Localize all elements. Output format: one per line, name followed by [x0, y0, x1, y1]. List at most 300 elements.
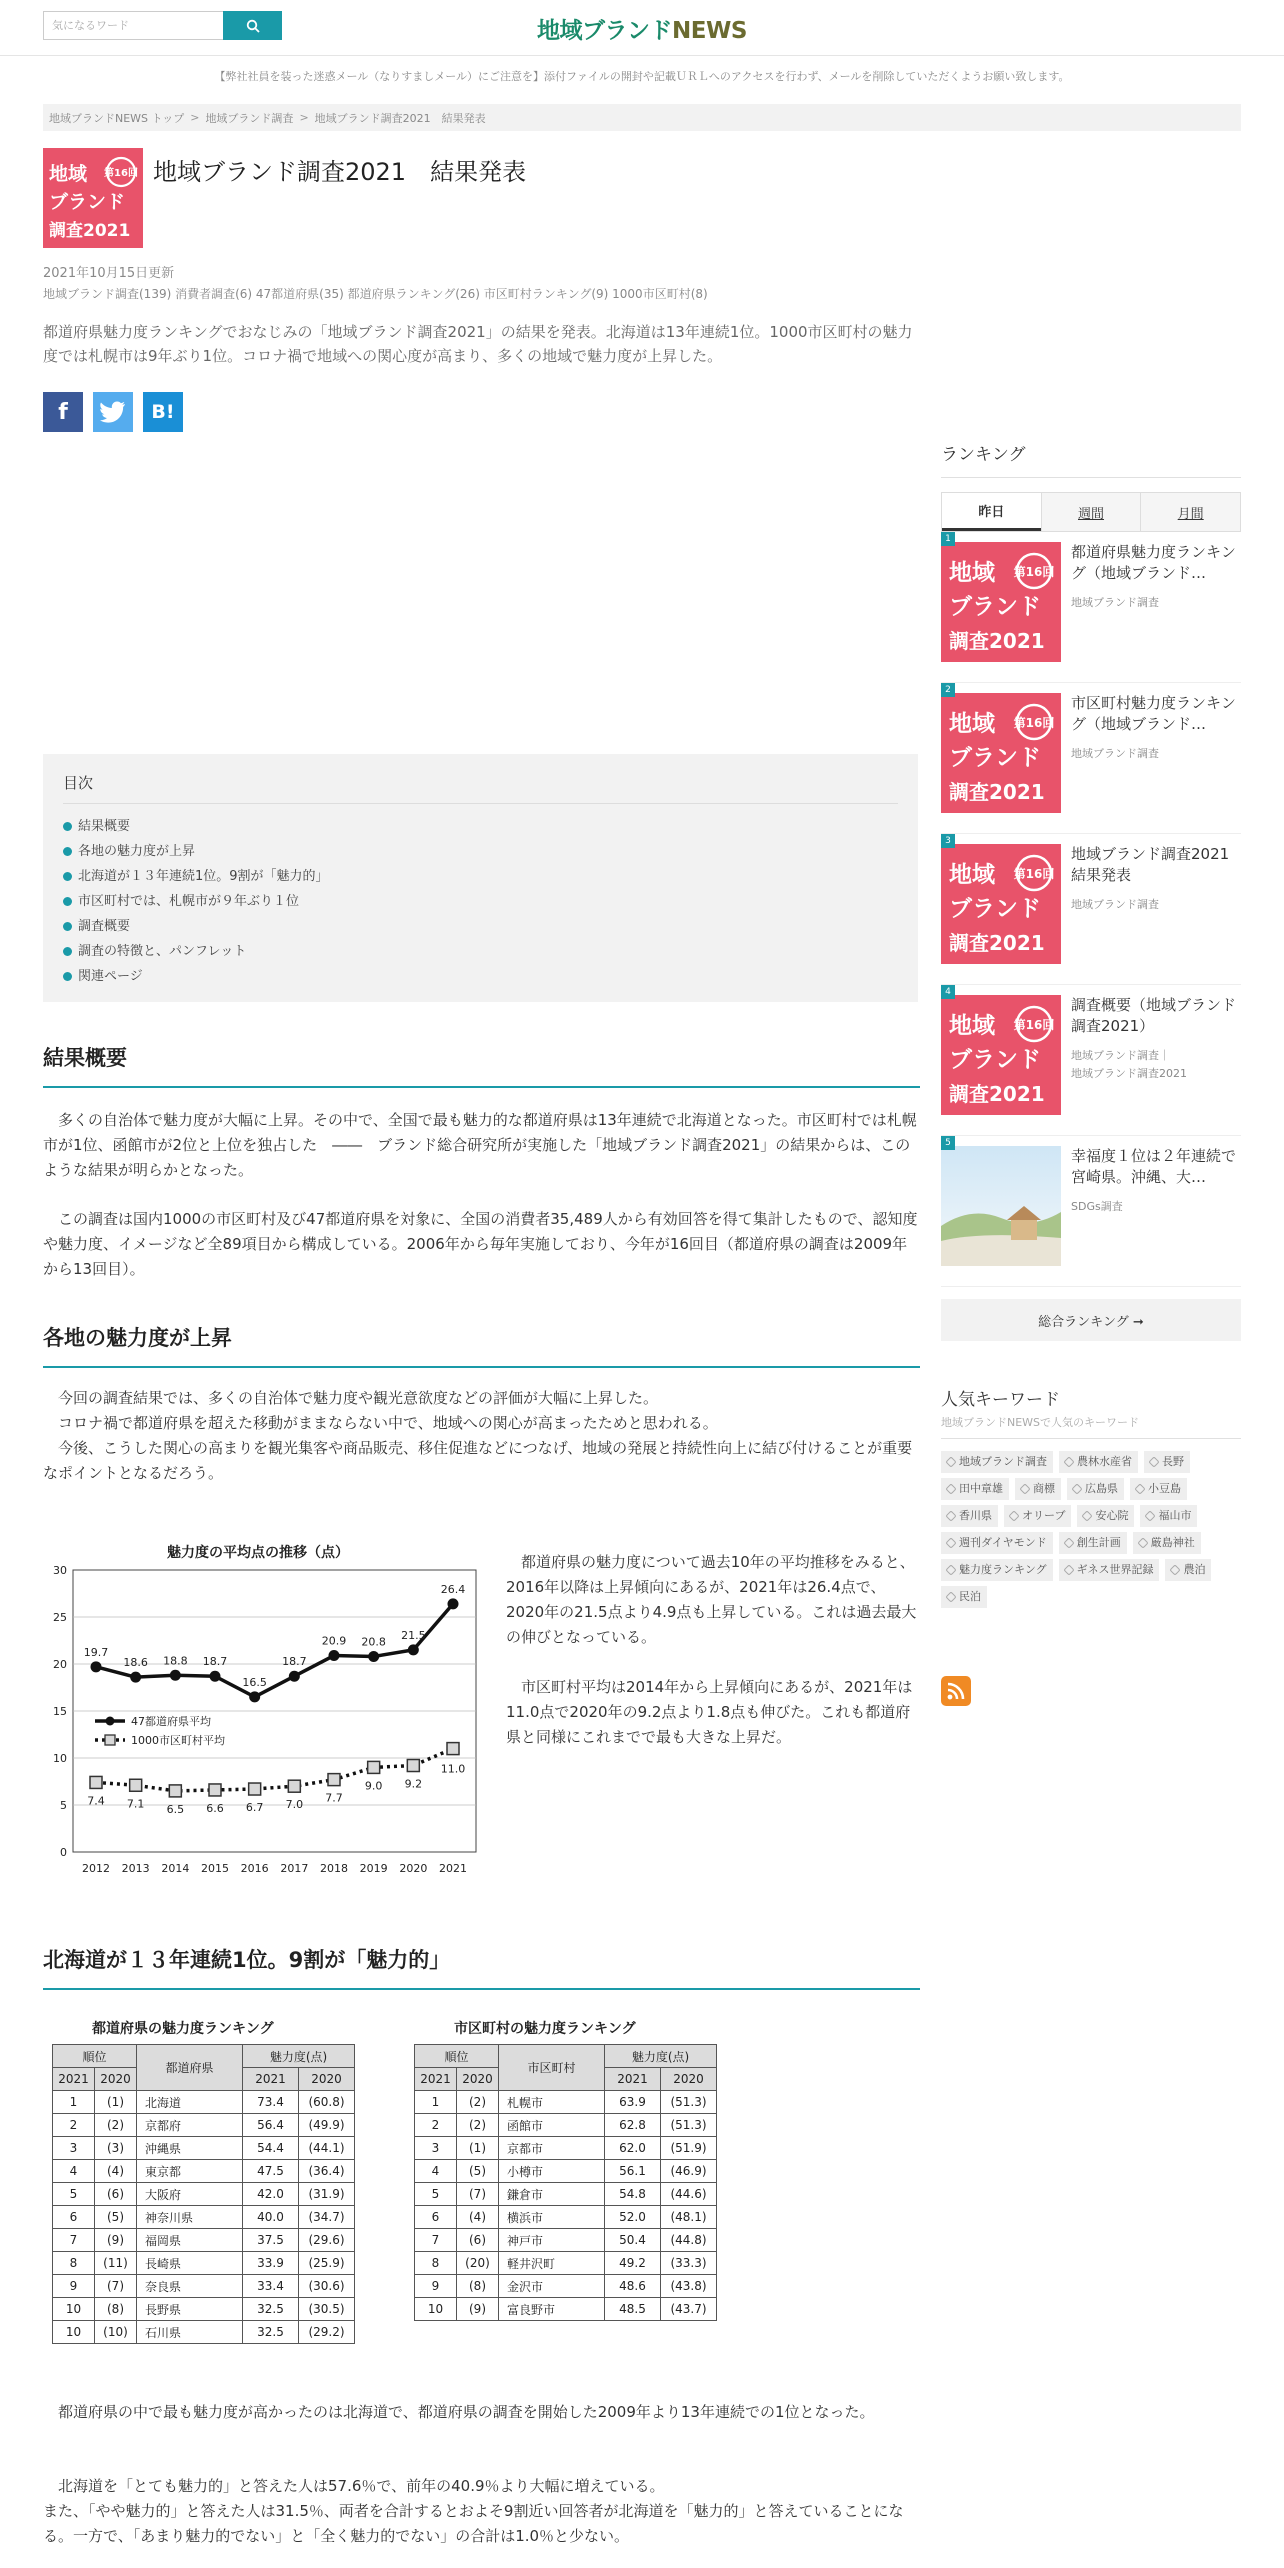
cell-score-2020: (43.7)	[661, 2298, 717, 2321]
phishing-notice: 【弊社社員を装った迷惑メール（なりすましメール）にご注意を】添付ファイルの開封や記載ＵＲＬへのアクセスを行わず、メールを削除していただくようお願い致します。	[214, 70, 1070, 83]
data-label-municipalities: 7.1	[126, 1797, 145, 1811]
bullet-icon	[63, 972, 72, 981]
data-label-municipalities: 6.7	[245, 1801, 264, 1815]
ranking-item-category[interactable]: 地域ブランド調査	[1071, 898, 1159, 911]
cell-score-2020: (44.8)	[661, 2229, 717, 2252]
tab-weekly[interactable]: 週間	[1041, 493, 1141, 531]
ranking-number: 1	[941, 532, 955, 546]
logo-main: 地域ブランド	[537, 18, 673, 44]
toc-item-label: 市区町村では、札幌市が９年ぶり１位	[78, 894, 300, 909]
x-tick-label: 2015	[201, 1862, 229, 1875]
cell-rank-2021: 8	[53, 2252, 95, 2275]
keyword-tag[interactable]	[1140, 1505, 1197, 1527]
keyword-label: 商標	[1033, 1482, 1055, 1495]
ranking-number: 2	[941, 683, 955, 697]
site-header	[0, 0, 1284, 56]
tag-icon	[1134, 1483, 1145, 1494]
header-score: 魅力度(点)	[605, 2045, 717, 2068]
ranking-item[interactable]	[941, 683, 1241, 834]
bullet-icon	[63, 822, 72, 831]
tag-icon	[945, 1537, 956, 1548]
ranking-thumbnail-photo	[941, 1146, 1061, 1266]
y-tick-label: 20	[53, 1658, 67, 1671]
ranking-item-info	[1071, 542, 1241, 672]
thumb-round: 第16回	[1013, 1018, 1055, 1032]
keyword-label: オリーブ	[1022, 1509, 1066, 1522]
toc-item-label: 調査の特徴と、パンフレット	[78, 944, 247, 959]
cell-rank-2020: (5)	[95, 2206, 137, 2229]
cell-rank-2021: 1	[415, 2091, 457, 2114]
cell-name: 長野県	[137, 2298, 243, 2321]
thumb-round: 第16回	[1013, 565, 1055, 579]
header-score-2020: 2020	[299, 2068, 355, 2091]
tag-icon	[1063, 1456, 1074, 1467]
header-rank: 順位	[415, 2045, 499, 2068]
x-tick-label: 2013	[121, 1862, 150, 1875]
data-point-prefectures	[210, 1671, 221, 1682]
ranking-item-info	[1071, 693, 1241, 823]
header-score-2020: 2020	[661, 2068, 717, 2091]
tag-icon	[1137, 1537, 1148, 1548]
table-row	[415, 2206, 717, 2229]
article-tags[interactable]: 地域ブランド調査(139) 消費者調査(6) 47都道府県(35) 都道府県ランキング(26) 市区町村ランキング(9) 1000市区町村(8)	[43, 287, 708, 301]
data-label-prefectures: 16.5	[242, 1675, 267, 1689]
thumb-line1: 地域	[949, 711, 995, 737]
ranking-item-title[interactable]: 地域ブランド調査2021 結果発表	[1071, 845, 1245, 884]
tag-icon	[945, 1510, 956, 1521]
keyword-tag[interactable]	[1015, 1478, 1061, 1500]
cell-rank-2020: (7)	[457, 2183, 499, 2206]
keyword-tag[interactable]	[941, 1586, 987, 1608]
legend-marker-prefectures	[106, 1717, 115, 1726]
thumb-line3: 調査2021	[949, 1082, 1045, 1106]
header-score-2021: 2021	[243, 2068, 299, 2091]
section-title-attractiveness: 各地の魅力度が上昇	[43, 1322, 920, 1368]
tag-icon	[1063, 1564, 1074, 1575]
cell-rank-2021: 9	[415, 2275, 457, 2298]
table-row	[53, 2160, 355, 2183]
table-row	[53, 2091, 355, 2114]
keyword-label: 週刊ダイヤモンド	[959, 1536, 1047, 1549]
breadcrumb-category[interactable]: 地域ブランド調査	[205, 111, 294, 125]
city-table-title: 市区町村の魅力度ランキング	[454, 2021, 636, 2037]
cell-rank-2021: 5	[53, 2183, 95, 2206]
header-score: 魅力度(点)	[243, 2045, 355, 2068]
x-tick-label: 2019	[359, 1862, 388, 1875]
cell-score-2021: 40.0	[243, 2206, 299, 2229]
cell-score-2021: 32.5	[243, 2298, 299, 2321]
sidebar	[941, 440, 1245, 1706]
table-row	[53, 2275, 355, 2298]
table-row	[415, 2137, 717, 2160]
toc-item-label: 各地の魅力度が上昇	[78, 844, 196, 859]
cell-name: 富良野市	[499, 2298, 605, 2321]
data-label-municipalities: 6.5	[166, 1802, 185, 1816]
cell-score-2020: (29.2)	[299, 2321, 355, 2344]
toc-list	[63, 814, 898, 989]
toc-item[interactable]	[63, 914, 898, 939]
data-point-prefectures	[249, 1691, 260, 1702]
cell-rank-2020: (2)	[457, 2114, 499, 2137]
ranking-item-title[interactable]: 幸福度１位は２年連続で宮崎県。沖縄、大…	[1071, 1147, 1237, 1186]
data-point-prefectures	[368, 1651, 379, 1662]
data-label-prefectures: 18.7	[202, 1655, 228, 1669]
rss-button[interactable]	[941, 1676, 971, 1706]
cell-name: 横浜市	[499, 2206, 605, 2229]
thumb-line2: ブランド	[949, 1047, 1041, 1073]
cell-score-2020: (43.8)	[661, 2275, 717, 2298]
table-row	[53, 2114, 355, 2137]
cell-score-2020: (34.7)	[299, 2206, 355, 2229]
x-tick-label: 2018	[320, 1862, 348, 1875]
table-row	[415, 2114, 717, 2137]
x-tick-label: 2021	[439, 1862, 467, 1875]
keyword-tag[interactable]	[1144, 1451, 1190, 1473]
logo-news: NEWS	[672, 18, 747, 44]
tag-icon	[1063, 1537, 1074, 1548]
data-point-municipalities	[130, 1779, 142, 1791]
cell-score-2021: 33.9	[243, 2252, 299, 2275]
keyword-tag[interactable]	[1004, 1505, 1071, 1527]
summary-paragraph-1: 多くの自治体で魅力度が大幅に上昇。その中で、全国で最も魅力的な都道府県は13年連続で北海道となった。市区町村では札幌市が1位、函館市が2位と上位を独占した ―― ブランド総合研究所が実施した「地域ブランド調査2021」の結果からは、このような結果が明らかとなった。	[43, 1111, 917, 1179]
toc-item-label: 調査概要	[78, 919, 131, 934]
cell-rank-2021: 10	[415, 2298, 457, 2321]
section-title-summary: 結果概要	[43, 1042, 920, 1088]
cell-rank-2021: 4	[415, 2160, 457, 2183]
ranking-item-category[interactable]: 地域ブランド調査｜ 地域ブランド調査2021	[1071, 1049, 1187, 1080]
prefecture-table-title: 都道府県の魅力度ランキング	[92, 2021, 274, 2037]
toc-item-label: 結果概要	[78, 819, 131, 834]
y-tick-label: 25	[53, 1611, 67, 1624]
keyword-tag[interactable]	[941, 1478, 1009, 1500]
data-label-prefectures: 18.8	[163, 1654, 188, 1668]
tag-icon	[1071, 1483, 1082, 1494]
keyword-label: 地域ブランド調査	[959, 1455, 1047, 1468]
toc-item[interactable]	[63, 839, 898, 864]
data-label-municipalities: 7.4	[87, 1794, 105, 1808]
tag-icon	[1145, 1510, 1156, 1521]
city-ranking-table	[414, 2018, 717, 2321]
summary-paragraph-2: この調査は国内1000の市区町村及び47都道府県を対象に、全国の消費者35,489人から有効回答を得て集計したもので、認知度や魅力度、イメージなど全89項目から構成している。2006年から毎年実施しており、今年が16回目（都道府県の調査は2009年から13回目）。	[43, 1210, 918, 1278]
cell-score-2020: (48.1)	[661, 2206, 717, 2229]
cell-name: 奈良県	[137, 2275, 243, 2298]
keywords-title: 人気キーワード	[941, 1390, 1060, 1410]
overall-ranking-link[interactable]: 総合ランキング ➞	[941, 1299, 1241, 1341]
cell-rank-2020: (4)	[95, 2160, 137, 2183]
article-lead: 都道府県魅力度ランキングでおなじみの「地域ブランド調査2021」の結果を発表。北海道は13年連続1位。1000市区町村の魅力度では札幌市は9年ぶり1位。コロナ禍で地域への関心度が高まり、多くの地域で魅力度が上昇した。	[43, 323, 913, 365]
facebook-share-button[interactable]	[43, 392, 83, 432]
thumb-round: 第16回	[1013, 716, 1055, 730]
cell-rank-2021: 3	[53, 2137, 95, 2160]
ranking-item-category[interactable]: SDGs調査	[1071, 1200, 1123, 1213]
badge-line1: 地域	[49, 163, 88, 185]
data-point-municipalities	[328, 1774, 340, 1786]
thumb-line3: 調査2021	[949, 629, 1045, 653]
data-label-prefectures: 21.5	[401, 1628, 426, 1642]
tag-icon	[945, 1591, 956, 1602]
data-label-municipalities: 7.7	[325, 1791, 343, 1805]
twitter-share-button[interactable]	[93, 392, 133, 432]
cell-score-2021: 56.4	[243, 2114, 299, 2137]
cell-rank-2020: (11)	[95, 2252, 137, 2275]
breadcrumb-separator: >	[190, 111, 200, 124]
legend-label-municipalities: 1000市区町村平均	[131, 1734, 225, 1747]
cell-name: 沖縄県	[137, 2137, 243, 2160]
ranking-tabs	[941, 492, 1241, 532]
cell-name: 東京都	[137, 2160, 243, 2183]
table-row	[415, 2091, 717, 2114]
cell-score-2021: 52.0	[605, 2206, 661, 2229]
cell-rank-2020: (9)	[457, 2298, 499, 2321]
hatena-bookmark-button[interactable]	[143, 392, 183, 432]
tab-monthly[interactable]: 月間	[1140, 493, 1240, 531]
ranking-item-title[interactable]: 市区町村魅力度ランキング（地域ブランド…	[1071, 694, 1236, 733]
data-label-prefectures: 20.8	[361, 1635, 386, 1649]
ranking-item[interactable]	[941, 985, 1241, 1136]
cell-score-2020: (31.9)	[299, 2183, 355, 2206]
cell-name: 金沢市	[499, 2275, 605, 2298]
keyword-tag[interactable]	[1130, 1478, 1187, 1500]
cell-score-2020: (36.4)	[299, 2160, 355, 2183]
header-name: 都道府県	[137, 2045, 243, 2091]
data-label-prefectures: 19.7	[83, 1645, 109, 1659]
cell-rank-2020: (6)	[457, 2229, 499, 2252]
toc-item[interactable]	[63, 864, 898, 889]
keyword-list	[941, 1451, 1241, 1608]
keyword-label: 広島県	[1085, 1482, 1118, 1495]
cell-rank-2020: (9)	[95, 2229, 137, 2252]
bullet-icon	[63, 847, 72, 856]
cell-name: 札幌市	[499, 2091, 605, 2114]
ranking-item-category[interactable]: 地域ブランド調査	[1071, 747, 1159, 760]
ranking-item-title[interactable]: 調査概要（地域ブランド調査2021）	[1071, 996, 1237, 1035]
x-tick-label: 2017	[280, 1862, 309, 1875]
cell-score-2020: (33.3)	[661, 2252, 717, 2275]
toc-item-label: 関連ページ	[78, 969, 143, 984]
cell-score-2021: 73.4	[243, 2091, 299, 2114]
cell-score-2021: 62.8	[605, 2114, 661, 2137]
header-rank: 順位	[53, 2045, 137, 2068]
cell-score-2021: 63.9	[605, 2091, 661, 2114]
keyword-tag[interactable]	[1165, 1559, 1211, 1581]
cell-score-2020: (60.8)	[299, 2091, 355, 2114]
cell-name: 京都市	[499, 2137, 605, 2160]
keyword-tag[interactable]	[941, 1532, 1053, 1554]
data-point-prefectures	[408, 1644, 419, 1655]
toc-item[interactable]	[63, 964, 898, 989]
table-row	[415, 2229, 717, 2252]
cell-rank-2021: 3	[415, 2137, 457, 2160]
table-row	[53, 2229, 355, 2252]
keyword-label: 福山市	[1158, 1509, 1192, 1522]
ranking-thumbnail	[941, 693, 1061, 813]
cell-rank-2021: 7	[415, 2229, 457, 2252]
keyword-tag[interactable]	[941, 1451, 1053, 1473]
keyword-label: ギネス世界記録	[1076, 1563, 1154, 1576]
table-row	[53, 2298, 355, 2321]
toc-item-label: 北海道が１３年連続1位。9割が「魅力的」	[78, 869, 329, 884]
ranking-item-title[interactable]: 都道府県魅力度ランキング（地域ブランド…	[1071, 543, 1236, 582]
ranking-item-category[interactable]: 地域ブランド調査	[1071, 596, 1159, 609]
prefecture-ranking-table	[52, 2018, 355, 2344]
cell-score-2020: (51.9)	[661, 2137, 717, 2160]
badge-round: 第16回	[104, 168, 138, 179]
cell-rank-2021: 10	[53, 2298, 95, 2321]
hatena-icon: B!	[151, 401, 175, 423]
y-tick-label: 15	[53, 1705, 67, 1718]
twitter-icon	[100, 401, 126, 423]
ranking-number: 4	[941, 985, 955, 999]
cell-rank-2021: 5	[415, 2183, 457, 2206]
cell-rank-2020: (3)	[95, 2137, 137, 2160]
data-label-municipalities: 9.0	[364, 1779, 383, 1793]
tag-icon	[1082, 1510, 1093, 1521]
cell-rank-2020: (2)	[457, 2091, 499, 2114]
share-buttons	[43, 392, 918, 432]
cell-score-2020: (44.1)	[299, 2137, 355, 2160]
city-table	[414, 2044, 717, 2321]
header-year-2020: 2020	[457, 2068, 499, 2091]
ranking-number: 3	[941, 834, 955, 848]
ranking-item[interactable]	[941, 532, 1241, 683]
hokkaido-paragraph-2: 北海道を「とても魅力的」と答えた人は57.6％で、前年の40.9％より大幅に増えている。	[43, 2477, 665, 2495]
thumb-line1: 地域	[949, 862, 995, 888]
cell-name: 京都府	[137, 2114, 243, 2137]
cell-name: 函館市	[499, 2114, 605, 2137]
keyword-label: 長野	[1162, 1455, 1184, 1468]
keyword-label: 小豆島	[1148, 1482, 1181, 1495]
y-tick-label: 30	[53, 1564, 67, 1577]
x-tick-label: 2014	[161, 1862, 190, 1875]
cell-rank-2020: (20)	[457, 2252, 499, 2275]
thumb-line3: 調査2021	[949, 931, 1045, 955]
article-title: 地域ブランド調査2021 結果発表	[153, 158, 527, 186]
thumb-line2: ブランド	[949, 594, 1041, 620]
toc-item[interactable]	[63, 939, 898, 964]
header-year-2021: 2021	[53, 2068, 95, 2091]
data-point-municipalities	[90, 1776, 102, 1788]
cell-score-2021: 62.0	[605, 2137, 661, 2160]
ranking-item[interactable]	[941, 834, 1245, 985]
breadcrumb-separator: >	[299, 111, 309, 124]
cell-rank-2021: 7	[53, 2229, 95, 2252]
cell-rank-2020: (1)	[95, 2091, 137, 2114]
data-point-municipalities	[169, 1785, 181, 1797]
keyword-tag[interactable]	[941, 1505, 998, 1527]
breadcrumb-home[interactable]: 地域ブランドNEWS トップ	[49, 111, 185, 125]
y-tick-label: 0	[60, 1846, 67, 1859]
cell-rank-2021: 1	[53, 2091, 95, 2114]
toc-item[interactable]	[63, 889, 898, 914]
legend-marker-municipalities	[105, 1735, 115, 1745]
keyword-tag[interactable]	[1077, 1505, 1134, 1527]
keyword-tag[interactable]	[941, 1559, 1053, 1581]
attractiveness-paragraph-2: コロナ禍で都道府県を超えた移動がままならない中で、地域への関心が高まったためと思われる。	[43, 1414, 718, 1432]
data-point-municipalities	[288, 1780, 300, 1792]
data-point-prefectures	[170, 1670, 181, 1681]
data-label-prefectures: 20.9	[321, 1634, 347, 1648]
attractiveness-trend-chart	[43, 1535, 483, 1885]
cell-score-2021: 50.4	[605, 2229, 661, 2252]
data-label-prefectures: 18.7	[282, 1655, 307, 1669]
tag-icon	[1019, 1483, 1030, 1494]
hokkaido-paragraph-1: 都道府県の中で最も魅力度が高かったのは北海道で、都道府県の調査を開始した2009年より13年連続での1位となった。	[43, 2403, 875, 2421]
keyword-label: 安心院	[1095, 1509, 1129, 1522]
toc-title: 目次	[63, 772, 898, 804]
table-row	[415, 2275, 717, 2298]
cell-rank-2021: 10	[53, 2321, 95, 2344]
badge-line2: ブランド	[49, 191, 126, 213]
rss-icon	[946, 1681, 966, 1701]
toc-item[interactable]	[63, 814, 898, 839]
cell-score-2020: (25.9)	[299, 2252, 355, 2275]
cell-rank-2020: (5)	[457, 2160, 499, 2183]
table-row	[53, 2252, 355, 2275]
cell-score-2021: 54.4	[243, 2137, 299, 2160]
bullet-icon	[63, 947, 72, 956]
keyword-label: 民泊	[959, 1590, 981, 1603]
bullet-icon	[63, 872, 72, 881]
cell-rank-2021: 8	[415, 2252, 457, 2275]
prefecture-table	[52, 2044, 355, 2344]
cell-score-2020: (44.6)	[661, 2183, 717, 2206]
keyword-label: 田中章雄	[959, 1482, 1003, 1495]
table-row	[415, 2252, 717, 2275]
keyword-label: 香川県	[959, 1509, 992, 1522]
table-row	[53, 2206, 355, 2229]
table-row	[415, 2160, 717, 2183]
cell-name: 大阪府	[137, 2183, 243, 2206]
ranking-list	[941, 532, 1245, 1287]
data-label-prefectures: 18.6	[123, 1656, 148, 1670]
keywords-subtitle: 地域ブランドNEWSで人気のキーワード	[941, 1414, 1241, 1439]
cell-name: 福岡県	[137, 2229, 243, 2252]
keyword-label: 創生計画	[1076, 1536, 1121, 1549]
x-tick-label: 2012	[82, 1862, 110, 1875]
cell-name: 神奈川県	[137, 2206, 243, 2229]
cell-rank-2020: (8)	[95, 2298, 137, 2321]
tab-yesterday[interactable]: 昨日	[942, 493, 1041, 531]
cell-score-2021: 48.5	[605, 2298, 661, 2321]
keyword-tag[interactable]	[1059, 1532, 1127, 1554]
cell-rank-2020: (8)	[457, 2275, 499, 2298]
cell-name: 神戸市	[499, 2229, 605, 2252]
tag-icon	[945, 1483, 956, 1494]
data-point-municipalities	[407, 1760, 419, 1772]
tag-icon	[1008, 1510, 1019, 1521]
thumb-line2: ブランド	[949, 745, 1041, 771]
header-name: 市区町村	[499, 2045, 605, 2091]
table-row	[53, 2321, 355, 2344]
data-point-prefectures	[91, 1661, 102, 1672]
keyword-tag[interactable]	[1059, 1559, 1160, 1581]
ranking-title: ランキング	[941, 440, 1241, 478]
data-point-prefectures	[289, 1671, 300, 1682]
ranking-item[interactable]	[941, 1136, 1241, 1287]
data-point-prefectures	[329, 1650, 340, 1661]
chart-title: 魅力度の平均点の推移（点）	[167, 1545, 349, 1561]
keyword-tag[interactable]	[1067, 1478, 1124, 1500]
keyword-tag[interactable]	[1133, 1532, 1201, 1554]
badge-line3: 調査2021	[49, 221, 131, 241]
site-logo[interactable]	[0, 12, 1284, 45]
cell-score-2020: (30.6)	[299, 2275, 355, 2298]
keyword-label: 魅力度ランキング	[959, 1563, 1047, 1576]
tag-icon	[945, 1456, 956, 1467]
facebook-icon: f	[58, 399, 68, 425]
keyword-tag[interactable]	[1059, 1451, 1138, 1473]
cell-rank-2021: 4	[53, 2160, 95, 2183]
